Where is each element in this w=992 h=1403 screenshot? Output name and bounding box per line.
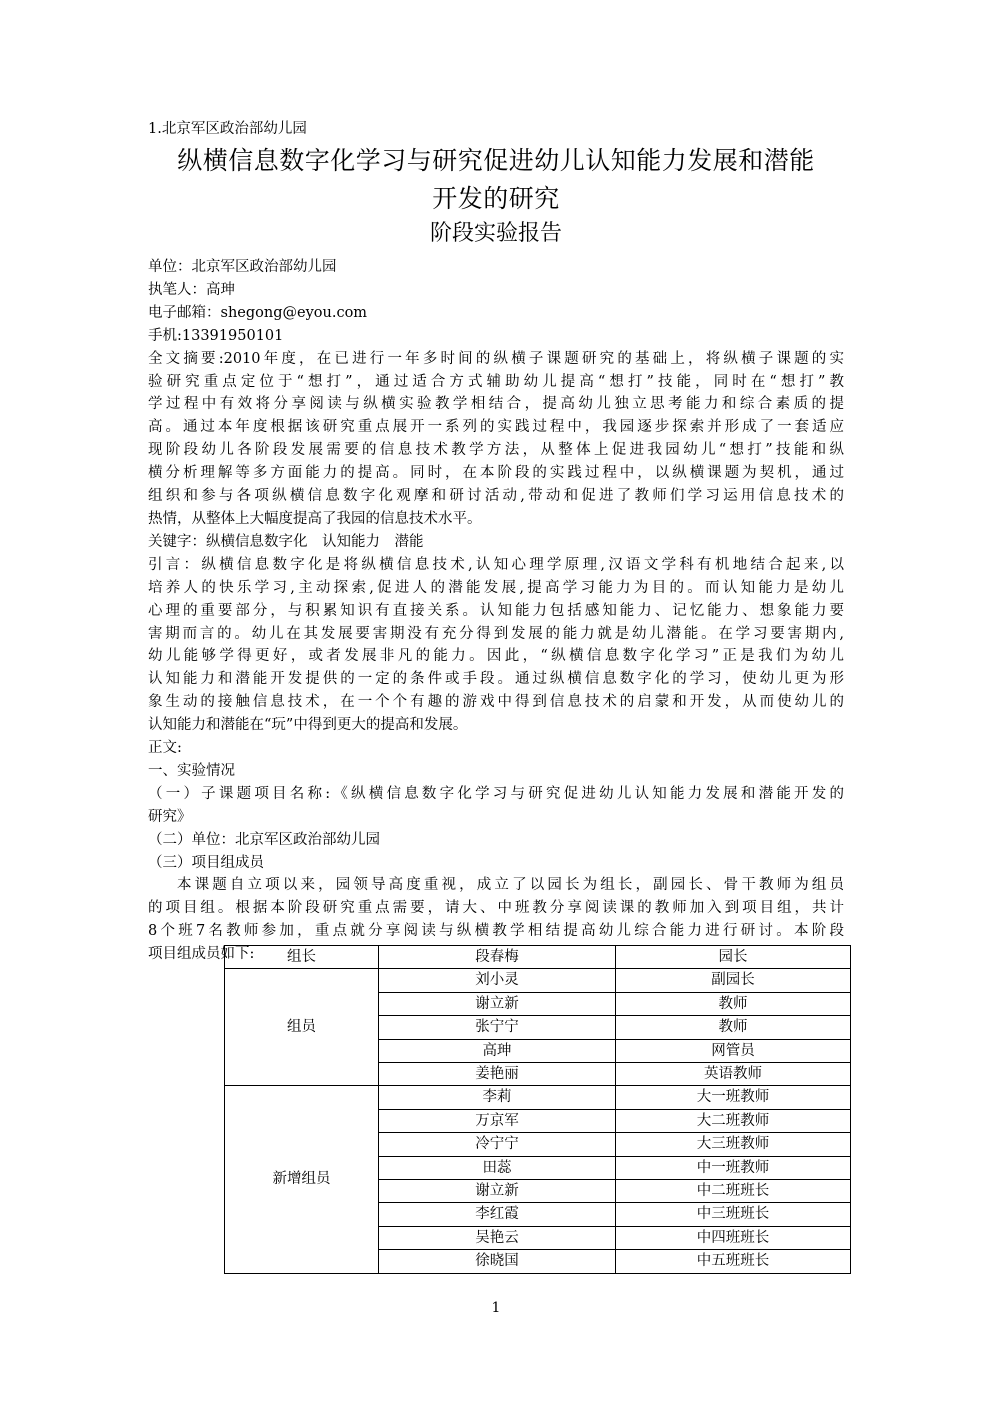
project-unit: （二）单位：北京军区政治部幼儿园 [148,831,380,848]
project-members-heading: （三）项目组成员 [148,854,264,871]
name-cell: 万京军 [379,1109,616,1132]
role-cell: 新增组员 [225,1086,379,1273]
body-label: 正文: [148,740,182,757]
title-cell: 英语教师 [616,1063,851,1086]
project-name-line: （一）子课题项目名称:《纵横信息数字化学习与研究促进幼儿认知能力发展和潜能开发的 [148,785,844,802]
name-cell: 刘小灵 [379,969,616,992]
title-cell: 中一班教师 [616,1156,851,1179]
name-cell: 李红霞 [379,1203,616,1226]
name-cell: 李莉 [379,1086,616,1109]
abstract-line: 现阶段幼儿各阶段发展需要的信息技术教学方法，从整体上促进我园幼儿“想打”技能和纵 [148,442,844,459]
name-cell: 高珅 [379,1039,616,1062]
document-page [148,118,844,966]
title-cell: 中四班班长 [616,1226,851,1249]
introduction-line: 害期而言的。幼儿在其发展要害期没有充分得到发展的能力就是幼儿潜能。在学习要害期内, [148,625,844,642]
keywords: 关键字：纵横信息数字化 认知能力 潜能 [148,533,424,550]
name-cell: 吴艳云 [379,1226,616,1249]
name-cell: 谢立新 [379,1180,616,1203]
abstract-line: 高。通过本年度根据该研究重点展开一系列的实践过程中，我园逐步探索并形成了一套适应 [148,419,844,436]
info-unit: 单位：北京军区政治部幼儿园 [148,259,337,275]
role-cell: 组员 [225,969,379,1086]
abstract-line: 组织和参与各项纵横信息数字化观摩和研讨活动,带动和促进了教师们学习运用信息技术的 [148,488,844,505]
members-table [224,945,851,1274]
title-cell: 大三班教师 [616,1133,851,1156]
members-intro-line: 本课题自立项以来，园领导高度重视，成立了以园长为组长，副园长、骨干教师为组员 [177,877,844,894]
name-cell: 段春梅 [379,946,616,969]
introduction-line: 引言：纵横信息数字化是将纵横信息技术,认知心理学原理,汉语文学科有机地结合起来,以 [148,556,844,573]
abstract-line: 学过程中有效将分享阅读与纵横实验教学相结合，提高幼儿独立思考能力和综合素质的提 [148,396,844,413]
info-author: 执笔人：高珅 [148,281,235,298]
name-cell: 冷宁宁 [379,1133,616,1156]
page-number: 1 [491,1300,501,1316]
introduction-paragraph [148,554,844,737]
introduction-line: 象生动的接触信息技术，在一个个有趣的游戏中得到信息技术的启蒙和开发，从而使幼儿的 [148,694,844,711]
members-intro-line: 的项目组。根据本阶段研究重点需要，请大、中班教分享阅读课的教师加入到项目组，共计 [148,900,844,917]
name-cell: 田蕊 [379,1156,616,1179]
introduction-line: 认知能力和潜能开发提供的一定的条件或手段。通过纵横信息数字化的学习，使幼儿更为形 [148,671,844,688]
project-name [148,783,844,829]
name-cell: 徐晓国 [379,1250,616,1273]
title-cell: 大一班教师 [616,1086,851,1109]
document-index: 1.北京军区政治部幼儿园 [148,121,307,137]
title-line-2: 开发的研究 [432,184,560,213]
title-cell: 园长 [616,946,851,969]
title-cell: 大二班教师 [616,1109,851,1132]
table-row [225,1086,851,1109]
title-cell: 中五班班长 [616,1250,851,1273]
name-cell: 张宁宁 [379,1016,616,1039]
abstract-line: 热情，从整体上大幅度提高了我园的信息技术水平。 [148,510,482,527]
title-cell: 教师 [616,992,851,1015]
abstract-line: 验研究重点定位于“想打”，通过适合方式辅助幼儿提高“想打”技能，同时在“想打”教 [148,373,844,390]
title-line-1: 纵横信息数字化学习与研究促进幼儿认知能力发展和潜能 [177,146,815,175]
table-row [225,969,851,992]
abstract-paragraph [148,348,844,531]
introduction-line: 心理的重要部分，与积累知识有直接关系。认知能力包括感知能力、记忆能力、想象能力要 [148,602,844,619]
title-cell: 中二班班长 [616,1180,851,1203]
title-cell: 副园长 [616,969,851,992]
introduction-line: 认知能力和潜能在“玩”中得到更大的提高和发展。 [148,717,468,734]
abstract-line: 全文摘要:2010年度，在已进行一年多时间的纵横子课题研究的基础上，将纵横子课题的实 [148,350,844,367]
introduction-line: 幼儿能够学得更好，或者发展非凡的能力。因此，“纵横信息数字化学习”正是我们为幼儿 [148,648,844,665]
section-heading: 一、实验情况 [148,762,235,779]
title-cell: 中三班班长 [616,1203,851,1226]
members-intro-line: 项目组成员如下: [148,946,255,963]
members-intro-line: 8个班7名教师参加，重点就分享阅读与纵横教学相结提高幼儿综合能力进行研讨。本阶段 [148,923,844,940]
project-name-line: 研究》 [148,808,192,825]
role-cell: 组长 [225,946,379,969]
introduction-line: 培养人的快乐学习,主动探索,促进人的潜能发展,提高学习能力为目的。而认知能力是幼儿 [148,579,844,596]
info-phone: 手机:13391950101 [148,327,284,344]
info-email: 电子邮箱：shegong@eyou.com [148,304,368,321]
name-cell: 姜艳丽 [379,1063,616,1086]
title-cell: 教师 [616,1016,851,1039]
report-subtitle: 阶段实验报告 [429,221,562,246]
table-row [225,946,851,969]
name-cell: 谢立新 [379,992,616,1015]
abstract-line: 横分析理解等多方面能力的提高。同时，在本阶段的实践过程中，以纵横课题为契机，通过 [148,465,844,482]
title-cell: 网管员 [616,1039,851,1062]
